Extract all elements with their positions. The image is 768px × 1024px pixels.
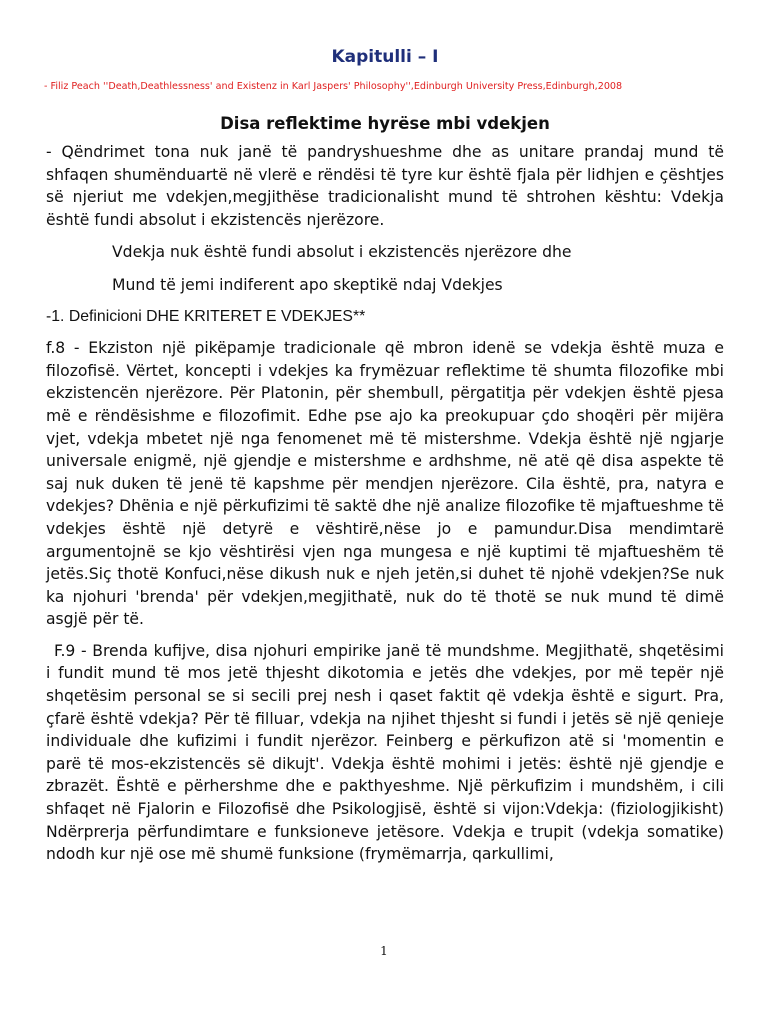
indented-line-2: Mund të jemi indiferent apo skeptikë ndaj Vdekjes [112, 275, 503, 294]
paragraph-f8: f.8 - Ekziston një pikëpamje tradicionale që mbron idenë se vdekja është muza e filozofisë. Vërtet, koncepti i vdekjes ka frymëzuar reflektime të shumta filozofike mbi ekzistencën njerëzore. Për Platonin, për shembull, përgatitja për vdekjen është pjesa më e rëndësishme e filozofimit. Edhe pse ajo ka preokupuar çdo shoqëri për mijëra vjet, vdekja mbetet një nga fenomenet më të mistershme. Vdekja është një ngjarje universale enigmë, një gjendje e mistershme e ardhshme, në atë që disa aspekte të saj nuk duken të jenë të kapshme për mendjen njerëzore. Cila është, pra, natyra e vdekjes? Dhënia e një përkufizimi të saktë dhe një analize filozofike të mjaftueshme të vdekjes është një detyrë e vështirë,nëse jo e pamundur.Disa mendimtarë argumentojnë se kjo vështirësi vjen nga mungesa e një kuptimi të mjaftueshëm të jetës.Siç thotë Konfuci,nëse dikush nuk e njeh jetën,si duhet të njohë vdekjen?Se nuk ka njohuri 'brenda' për vdekjen,megjithatë, nuk do të thotë se nuk mund të dimë asgjë për të. [46, 339, 724, 629]
intro-paragraph: - Qëndrimet tona nuk janë të pandryshueshme dhe as unitare prandaj mund të shfaqen shumënduartë në vlerë e rëndësi të tyre kur është fjala për lidhjen e çështjes së njeriut me vdekjen,megjithëse tradicionalisht mund të shtrohen kështu: Vdekja është fundi absolut i ekzistencës njerëzore. [46, 143, 724, 229]
section-title: Disa reflektime hyrëse mbi vdekjen [220, 114, 550, 133]
page-number: 1 [380, 944, 388, 958]
indented-line-1: Vdekja nuk është fundi absolut i ekzistencës njerëzore dhe [112, 243, 572, 262]
paragraph-f9: F.9 - Brenda kufijve, disa njohuri empirike janë të mundshme. Megjithatë, shqetësimi i fundit mund të mos jetë thjesht dikotomia e jetës dhe vdekjes, por më tepër një shqetësim personal se si secili prej nesh i qaset faktit që vdekja është e sigurt. Pra, çfarë është vdekja? Për të filluar, vdekja na njihet thjesht si fundi i jetës së një qenieje individuale dhe kufizimi i fundit njerëzor. Feinberg e përkufizon atë si 'momentin e parë të mos-ekzistencës së dikujt'. Vdekja është mohimi i jetës: është një gjendje e zbrazët. Është e përhershme dhe e pakthyeshme. Një përkufizim i mundshëm, i cili shfaqet në Fjalorin e Filozofisë dhe Psikologjisë, është si vijon:Vdekja: (fiziologjikisht) Ndërprerja përfundimtare e funksioneve jetësore. Vdekja e trupit (vdekja somatike) ndodh kur një ose më shumë funksione (frymëmarrja, qarkullimi, [46, 641, 724, 864]
citation: - Filiz Peach ''Death,Deathlessness' and Existenz in Karl Jaspers' Philosophy'',Edinburgh University Press,Edinburgh,2008 [44, 81, 623, 92]
definition-heading: -1. Definicioni DHE KRITERET E VDEKJES** [46, 307, 366, 325]
chapter-title: Kapitulli – I [331, 47, 439, 67]
